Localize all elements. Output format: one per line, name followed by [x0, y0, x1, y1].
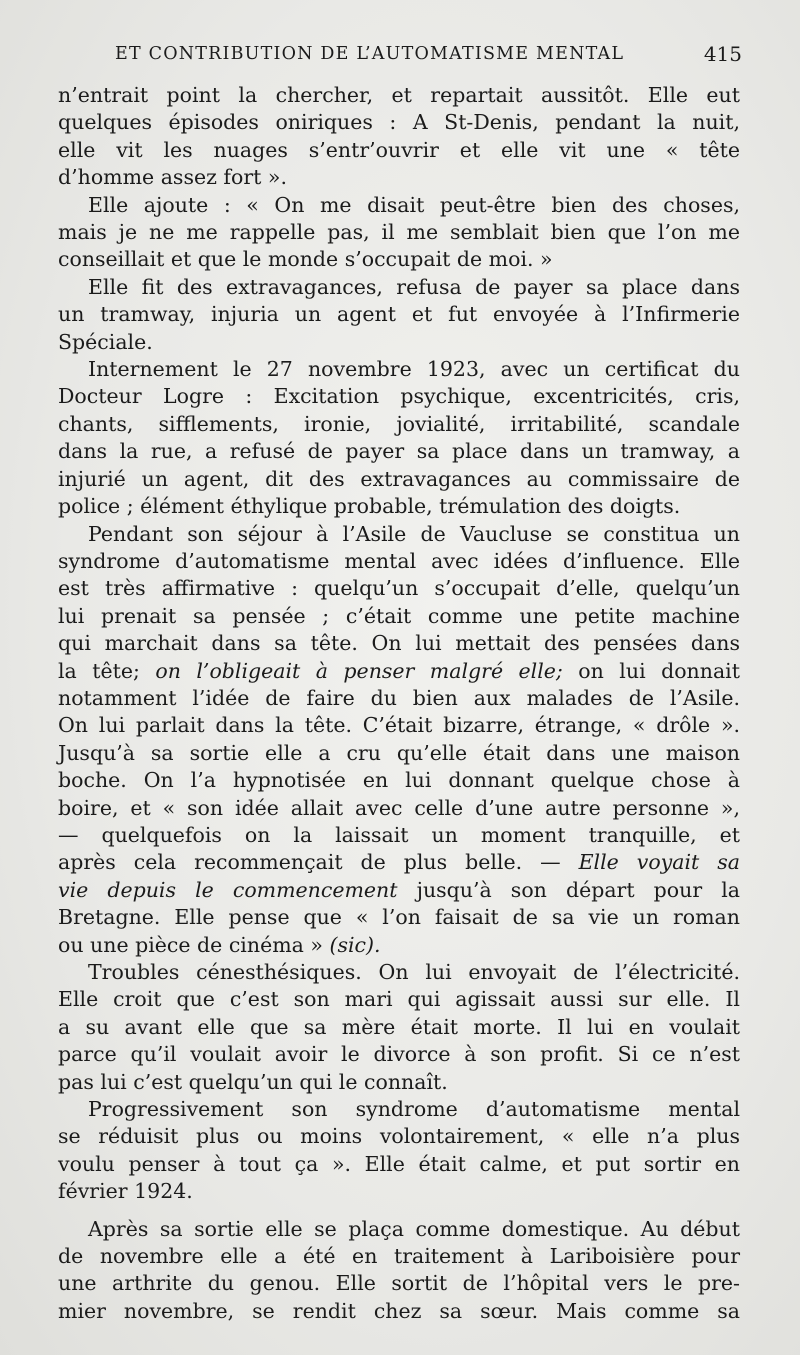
text-line: une arthrite du genou. Elle sortit de l’hôpital vers le pre-: [58, 1271, 740, 1296]
text-segment: jusqu’à son départ pour la: [416, 877, 740, 902]
text-line: [58, 877, 740, 904]
text-line: chants, sifflements, ironie, jovialité, irritabilité, scandale: [58, 411, 740, 436]
text-line: Elle fit des extravagances, refusa de payer sa place dans: [88, 274, 740, 299]
text-line: Progressivement son syndrome d’automatisme mental: [88, 1097, 740, 1122]
text-line: Jusqu’à sa sortie elle a cru qu’elle était dans une maison: [58, 740, 740, 765]
text-line: quelques épisodes oniriques : A St-Denis, pendant la nuit,: [58, 110, 740, 135]
text-segment: ou une pièce de cinéma »: [58, 932, 323, 957]
italic-segment: on l’obligeait à penser malgré elle;: [155, 658, 563, 683]
italic-segment: vie depuis le commencement: [58, 877, 398, 902]
text-line: d’homme assez fort ».: [58, 165, 287, 190]
text-line: syndrome d’automatisme mental avec idées d’influence. Elle: [58, 548, 740, 573]
text-line: de novembre elle a été en traitement à Lariboisière pour: [58, 1244, 740, 1269]
text-line: parce qu’il voulait avoir le divorce à son profit. Si ce n’est: [58, 1042, 740, 1067]
text-line: Après sa sortie elle se plaça comme domestique. Au début: [88, 1216, 740, 1241]
text-line: lui prenait sa pensée ; c’était comme une petite machine: [58, 603, 740, 628]
page-header: [115, 44, 742, 74]
text-line: police ; élément éthylique probable, trémulation des doigts.: [58, 494, 681, 519]
text-line: est très affirmative : quelqu’un s’occupait d’elle, quelqu’un: [58, 576, 740, 601]
text-line: Spéciale.: [58, 329, 153, 354]
text-line: Troubles cénesthésiques. On lui envoyait de l’électricité.: [88, 960, 740, 984]
text-line: [58, 658, 740, 685]
text-line: [58, 849, 740, 876]
text-line: voulu penser à tout ça ». Elle était calme, et put sortir en: [58, 1151, 740, 1176]
text-line: a su avant elle que sa mère était morte. Il lui en voulait: [58, 1014, 740, 1039]
text-line: Docteur Logre : Excitation psychique, excentricités, cris,: [58, 384, 740, 409]
text-line: n’entrait point la chercher, et repartait aussitôt. Elle eut: [58, 83, 740, 107]
body-text: [58, 82, 740, 1325]
text-segment: la tête;: [58, 658, 140, 683]
text-line: conseillait et que le monde s’occupait de moi. »: [58, 247, 553, 272]
page-number: 415: [703, 42, 742, 66]
text-line: Bretagne. Elle pense que « l’on faisait de sa vie un roman: [58, 905, 740, 930]
text-line: boche. On l’a hypnotisée en lui donnant quelque chose à: [58, 768, 740, 793]
text-line: mais je ne me rappelle pas, il me semblait bien que l’on me: [58, 220, 740, 245]
text-line: Internement le 27 novembre 1923, avec un certificat du: [88, 357, 740, 382]
text-line: février 1924.: [58, 1179, 193, 1204]
italic-segment: (sic).: [329, 932, 381, 957]
text-line: injurié un agent, dit des extravagances au commissaire de: [58, 466, 740, 491]
text-line: notamment l’idée de faire du bien aux malades de l’Asile.: [58, 685, 740, 710]
text-line: boire, et « son idée allait avec celle d’une autre personne »,: [58, 795, 740, 820]
text-segment: on lui donnait: [578, 658, 740, 683]
text-line: se réduisit plus ou moins volontairement, « elle n’a plus: [58, 1124, 740, 1149]
italic-segment: Elle voyait sa: [578, 850, 740, 875]
running-head: ET CONTRIBUTION DE L’AUTOMATISME MENTAL: [115, 44, 625, 64]
text-line: Elle ajoute : « On me disait peut-être bien des choses,: [88, 192, 740, 217]
text-line: pas lui c’est quelqu’un qui le connaît.: [58, 1069, 448, 1094]
text-segment: après cela recommençait de plus belle. —: [58, 850, 561, 875]
text-line: Elle croit que c’est son mari qui agissait aussi sur elle. Il: [58, 987, 740, 1012]
text-line: Pendant son séjour à l’Asile de Vaucluse se constitua un: [88, 521, 740, 546]
text-line: dans la rue, a refusé de payer sa place dans un tramway, a: [58, 439, 740, 464]
text-line: [58, 932, 740, 959]
text-line: On lui parlait dans la tête. C’était bizarre, étrange, « drôle ».: [58, 713, 740, 738]
text-line: un tramway, injuria un agent et fut envoyée à l’Infirmerie: [58, 302, 740, 327]
text-line: qui marchait dans sa tête. On lui mettait des pensées dans: [58, 631, 740, 656]
text-line: — quelquefois on la laissait un moment tranquille, et: [58, 822, 740, 847]
text-line: elle vit les nuages s’entr’ouvrir et elle vit une « tête: [58, 137, 740, 162]
text-line: mier novembre, se rendit chez sa sœur. Mais comme sa: [58, 1298, 740, 1323]
